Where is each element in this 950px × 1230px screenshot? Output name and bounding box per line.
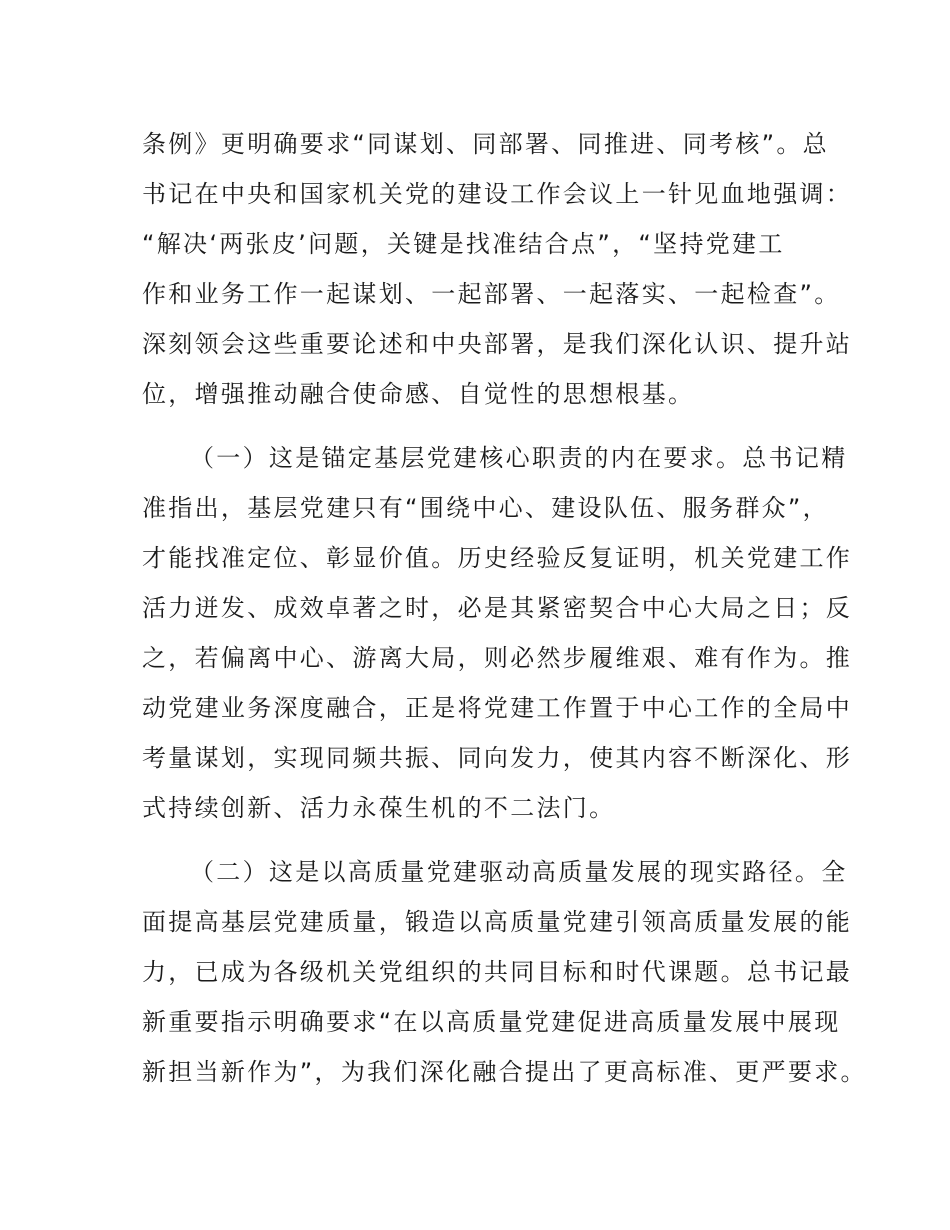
text-line: 作和业务工作一起谋划、一起部署、一起落实、一起检查”。 xyxy=(142,280,841,308)
text-line: 力，已成为各级机关党组织的共同目标和时代课题。总书记最 xyxy=(142,958,853,986)
text-line: 深刻领会这些重要论述和中央部署，是我们深化认识、提升站 xyxy=(142,330,853,358)
text-line: 面提高基层党建质量，锻造以高质量党建引领高质量发展的能 xyxy=(142,908,853,936)
text-line: “解决‘两张皮’问题，关键是找准结合点”，“坚持党建工 xyxy=(142,230,785,258)
text-line: 活力迸发、成效卓著之时，必是其紧密契合中心大局之日；反 xyxy=(142,594,853,622)
text-line: （一）这是锚定基层党建核心职责的内在要求。总书记精 xyxy=(190,444,848,472)
text-line: 新担当新作为”，为我们深化融合提出了更高标准、更严要求。 xyxy=(142,1058,867,1086)
text-line: 式持续创新、活力永葆生机的不二法门。 xyxy=(142,794,616,822)
text-line: 考量谋划，实现同频共振、同向发力，使其内容不断深化、形 xyxy=(142,744,853,772)
text-line: 条例》更明确要求“同谋划、同部署、同推进、同考核”。总 xyxy=(142,130,829,158)
text-line: 新重要指示明确要求“在以高质量党建促进高质量发展中展现 xyxy=(142,1008,841,1036)
text-line: 之，若偏离中心、游离大局，则必然步履维艰、难有作为。推 xyxy=(142,644,853,672)
text-line: 准指出，基层党建只有“围绕中心、建设队伍、服务群众”， xyxy=(142,494,829,522)
text-line: 动党建业务深度融合，正是将党建工作置于中心工作的全局中 xyxy=(142,694,853,722)
text-line: 位，增强推动融合使命感、自觉性的思想根基。 xyxy=(142,380,695,408)
text-line: 才能找准定位、彰显价值。历史经验反复证明，机关党建工作 xyxy=(142,544,853,572)
text-line: 书记在中央和国家机关党的建设工作会议上一针见血地强调： xyxy=(142,180,853,208)
text-line: （二）这是以高质量党建驱动高质量发展的现实路径。全 xyxy=(190,858,848,886)
